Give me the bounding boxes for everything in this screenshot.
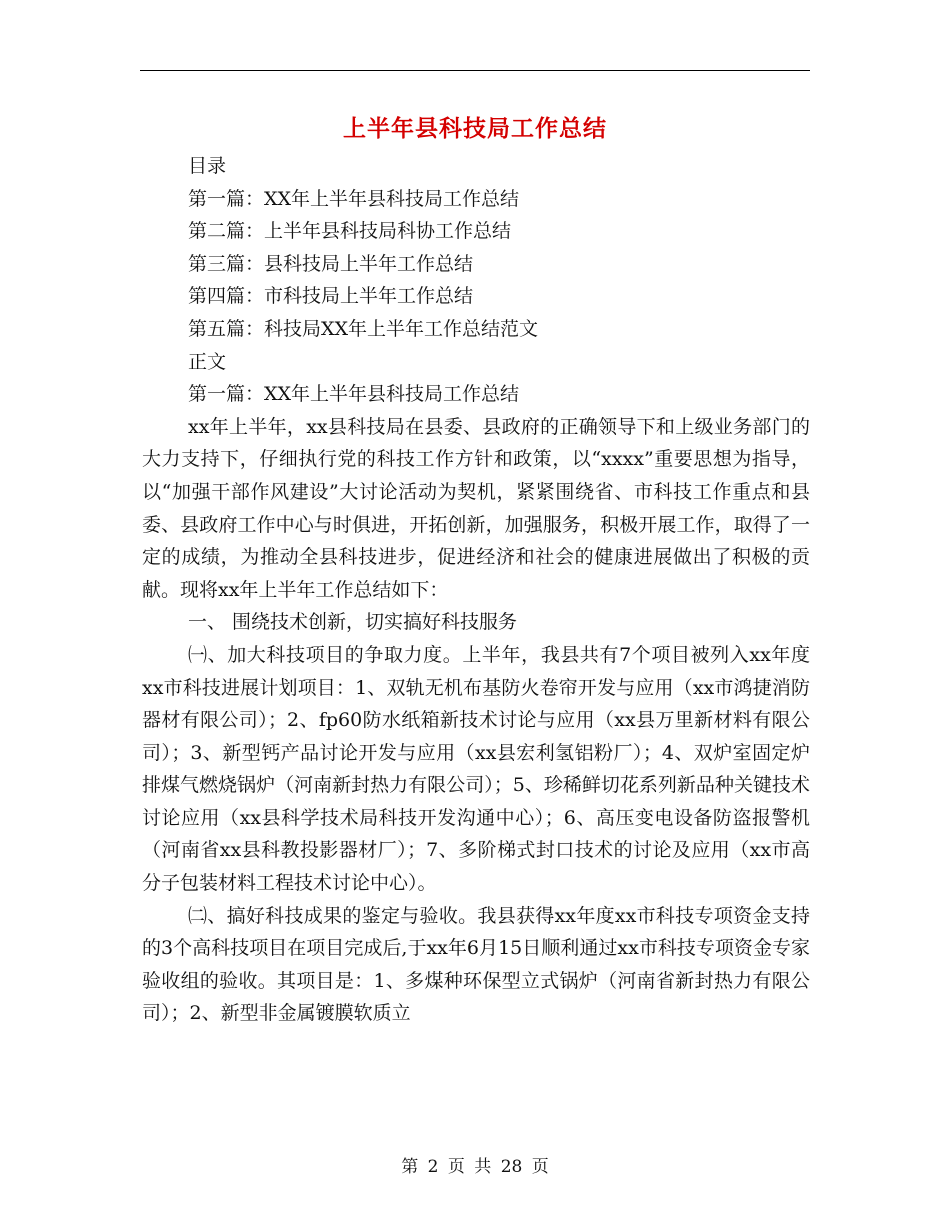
paragraph-1: ㈠、加大科技项目的争取力度。上半年，我县共有7个项目被列入xx年度xx市科技进展计划项目：1、双轨无机布基防火卷帘开发与应用（xx市鸿捷消防器材有限公司）；2、fp60防水纸箱新技术讨论与应用（xx县万里新材料有限公司）；3、新型钙产品讨论开发与应用（xx县宏利氢铝粉厂）；4、双炉室固定炉排煤气燃烧锅炉（河南新封热力有限公司）；5、珍稀鲜切花系列新品种关键技术讨论应用（xx县科学技术局科技开发沟通中心）；6、高压变电设备防盗报警机（河南省xx县科教投影器材厂）；7、多阶梯式封口技术的讨论及应用（xx市高分子包装材料工程技术讨论中心）。 xyxy=(142,643,810,895)
toc-item-2: 第二篇：上半年县科技局科协工作总结 xyxy=(188,220,512,243)
paragraph-2: ㈡、搞好科技成果的鉴定与验收。我县获得xx年度xx市科技专项资金支持的3个高科技项目在项目完成后,于xx年6月15日顺利通过xx市科技专项资金专家验收组的验收。其项目是：1、多煤种环保型立式锅炉（河南省新封热力有限公司）；2、新型非金属镀膜软质立 xyxy=(142,904,810,1025)
toc-heading: 目录 xyxy=(188,155,227,177)
toc-item-4: 第四篇：市科技局上半年工作总结 xyxy=(188,285,474,308)
page-footer: 第 2 页 共 28 页 xyxy=(401,1157,549,1177)
article-title: 第一篇：XX年上半年县科技局工作总结 xyxy=(188,383,520,406)
intro-paragraph: xx年上半年，xx县科技局在县委、县政府的正确领导下和上级业务部门的大力支持下，仔细执行党的科技工作方针和政策，以“xxxx”重要思想为指导，以“加强干部作风建设”大讨论活动为契机，紧紧围绕省、市科技工作重点和县委、县政府工作中心与时俱进，开拓创新，加强服务，积极开展工作，取得了一定的成绩，为推动全县科技进步，促进经济和社会的健康进展做出了积极的贡献。现将xx年上半年工作总结如下： xyxy=(142,415,810,601)
toc-item-1: 第一篇：XX年上半年县科技局工作总结 xyxy=(188,187,520,210)
document-title: 上半年县科技局工作总结 xyxy=(343,116,607,142)
toc-item-5: 第五篇：科技局XX年上半年工作总结范文 xyxy=(188,317,539,340)
body-heading: 正文 xyxy=(188,350,227,373)
toc-item-3: 第三篇：县科技局上半年工作总结 xyxy=(188,252,474,275)
section-heading: 一、 围绕技术创新，切实搞好科技服务 xyxy=(188,611,518,634)
document-body xyxy=(142,150,810,1030)
header-rule xyxy=(140,70,810,71)
